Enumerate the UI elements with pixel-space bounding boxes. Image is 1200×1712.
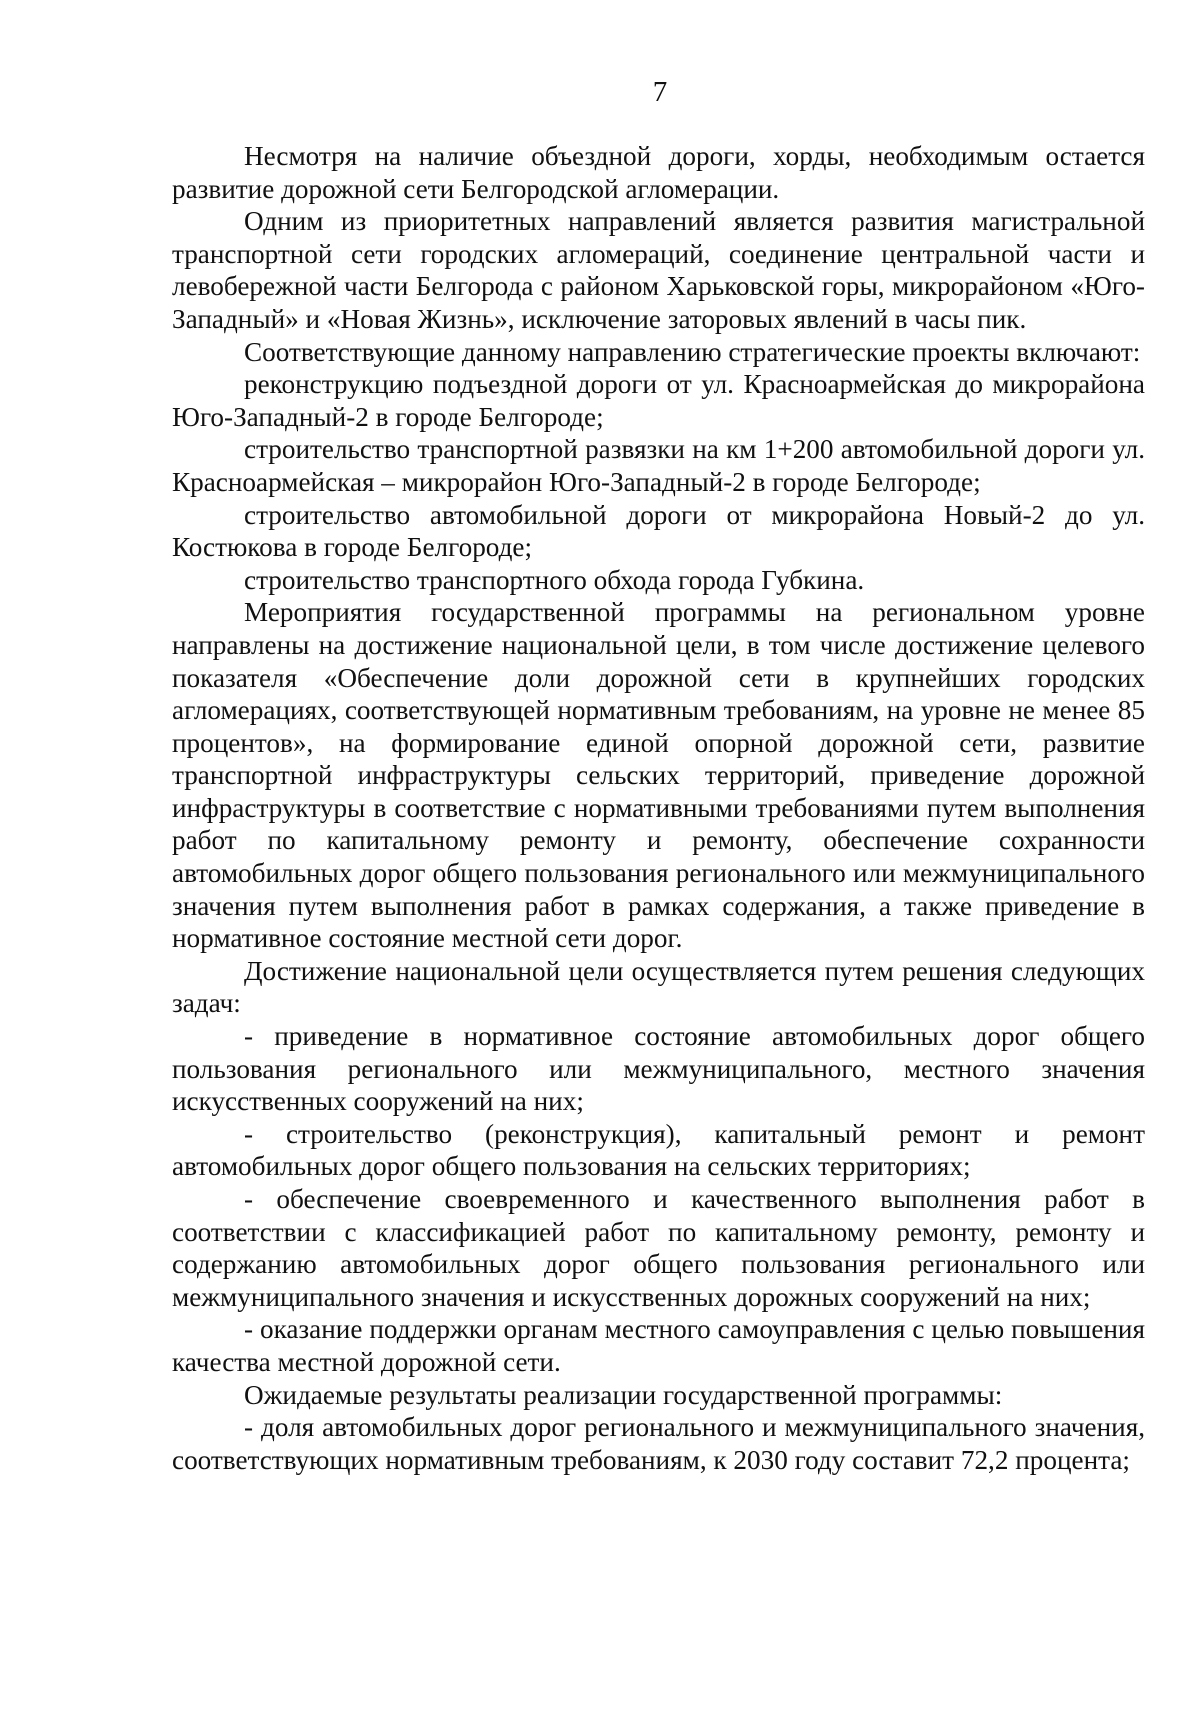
document-body	[172, 140, 1145, 1476]
result-list-item: - доля автомобильных дорог регионального и межмуниципального значения, соответствующих нормативным требованиям, к 2030 году составит 72,2 процента;	[172, 1412, 1145, 1475]
task-list-item: - обеспечение своевременного и качественного выполнения работ в соответствии с классификацией работ по капитальному ремонту, ремонту и содержанию автомобильных дорог общего пользования регионального или межмуниципального значения и искусственных дорожных сооружений на них;	[172, 1184, 1145, 1312]
paragraph: Одним из приоритетных направлений является развития магистральной транспортной сети городских агломераций, соединение центральной части и левобережной части Белгорода с районом Харьковской горы, микрорайоном «Юго-Западный» и «Новая Жизнь», исключение заторовых явлений в часы пик.	[172, 206, 1145, 334]
project-list-item: строительство транспортной развязки на км 1+200 автомобильной дороги ул. Красноармейская – микрорайон Юго-Западный-2 в городе Белгороде;	[172, 434, 1145, 497]
project-list-item: строительство транспортного обхода города Губкина.	[244, 564, 865, 595]
page-number: 7	[652, 76, 668, 108]
task-list-item: - оказание поддержки органам местного самоуправления с целью повышения качества местной дорожной сети.	[172, 1314, 1145, 1377]
paragraph: Несмотря на наличие объездной дороги, хорды, необходимым остается развитие дорожной сети Белгородской агломерации.	[172, 141, 1145, 204]
paragraph: Достижение национальной цели осуществляется путем решения следующих задач:	[172, 955, 1145, 1019]
paragraph: Ожидаемые результаты реализации государственной программы:	[244, 1379, 1003, 1410]
task-list-item: - приведение в нормативное состояние автомобильных дорог общего пользования регионального или межмуниципального, местного значения искусственных сооружений на них;	[172, 1021, 1145, 1117]
paragraph: Соответствующие данному направлению стратегические проекты включают:	[244, 336, 1141, 367]
task-list-item: - строительство (реконструкция), капитальный ремонт и ремонт автомобильных дорог общего пользования на сельских территориях;	[172, 1118, 1145, 1182]
project-list-item: реконструкцию подъездной дороги от ул. Красноармейская до микрорайона Юго-Западный-2 в городе Белгороде;	[172, 369, 1145, 432]
project-list-item: строительство автомобильной дороги от микрорайона Новый-2 до ул. Костюкова в городе Белгороде;	[172, 499, 1145, 563]
paragraph: Мероприятия государственной программы на региональном уровне направлены на достижение национальной цели, в том числе достижение целевого показателя «Обеспечение доли дорожной сети в крупнейших городских агломерациях, соответствующей нормативным требованиям, на уровне не менее 85 процентов», на формирование единой опорной дорожной сети, развитие транспортной инфраструктуры сельских территорий, приведение дорожной инфраструктуры в соответствие с нормативными требованиями путем выполнения работ по капитальному ремонту и ремонту, обеспечение сохранности автомобильных дорог общего пользования регионального или межмуниципального значения путем выполнения работ в рамках содержания, а также приведение в нормативное состояние местной сети дорог.	[172, 597, 1145, 954]
